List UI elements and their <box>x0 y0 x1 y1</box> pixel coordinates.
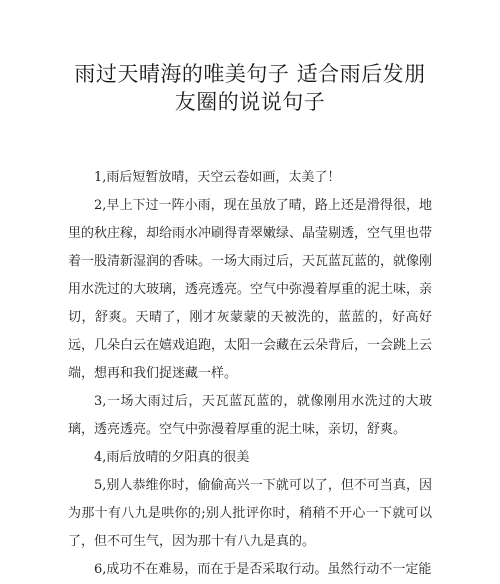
page-title <box>40 60 460 116</box>
paragraph-6: 6,成功不在难易，而在于是否采取行动。虽然行动不一定能 <box>94 562 432 577</box>
paragraph-2: 2,早上下过一阵小雨，现在虽放了晴，路上还是滑得很，地里的秋庄稼，却给雨水冲刷得青翠嫩绿、晶莹剔透，空气里也带着一股清新湿润的香味。一场大雨过后，天瓦蓝瓦蓝的，就像刚用水洗过的大玻璃，透亮透亮。空气中弥漫着厚重的泥土味，亲切，舒爽。天晴了，刚才灰蒙蒙的天被洗的，蓝蓝的，好高好远，几朵白云在嬉戏追跑，太阳一会藏在云朵背后，一会跳上云端，想再和我们捉迷藏一样。 <box>68 198 433 381</box>
paragraph-1: 1,雨后短暂放晴，天空云卷如画，太美了！ <box>94 170 341 185</box>
paragraph-4: 4,雨后放晴的夕阳真的很美 <box>94 450 250 465</box>
paragraph-3: 3,一场大雨过后，天瓦蓝瓦蓝的，就像刚用水洗过的大玻璃，透亮透亮。空气中弥漫着厚重的泥土味，亲切，舒爽。 <box>68 394 432 437</box>
article-body <box>68 164 432 584</box>
paragraph-5: 5,别人恭维你时，偷偷高兴一下就可以了，但不可当真，因为那十有八九是哄你的;别人批评你时，稍稍不开心一下就可以了，但不可生气，因为那十有八九是真的。 <box>68 478 432 549</box>
title-line-1: 雨过天晴海的唯美句子 适合雨后发朋 <box>74 62 426 86</box>
title-line-2: 友圈的说说句子 <box>174 90 326 114</box>
